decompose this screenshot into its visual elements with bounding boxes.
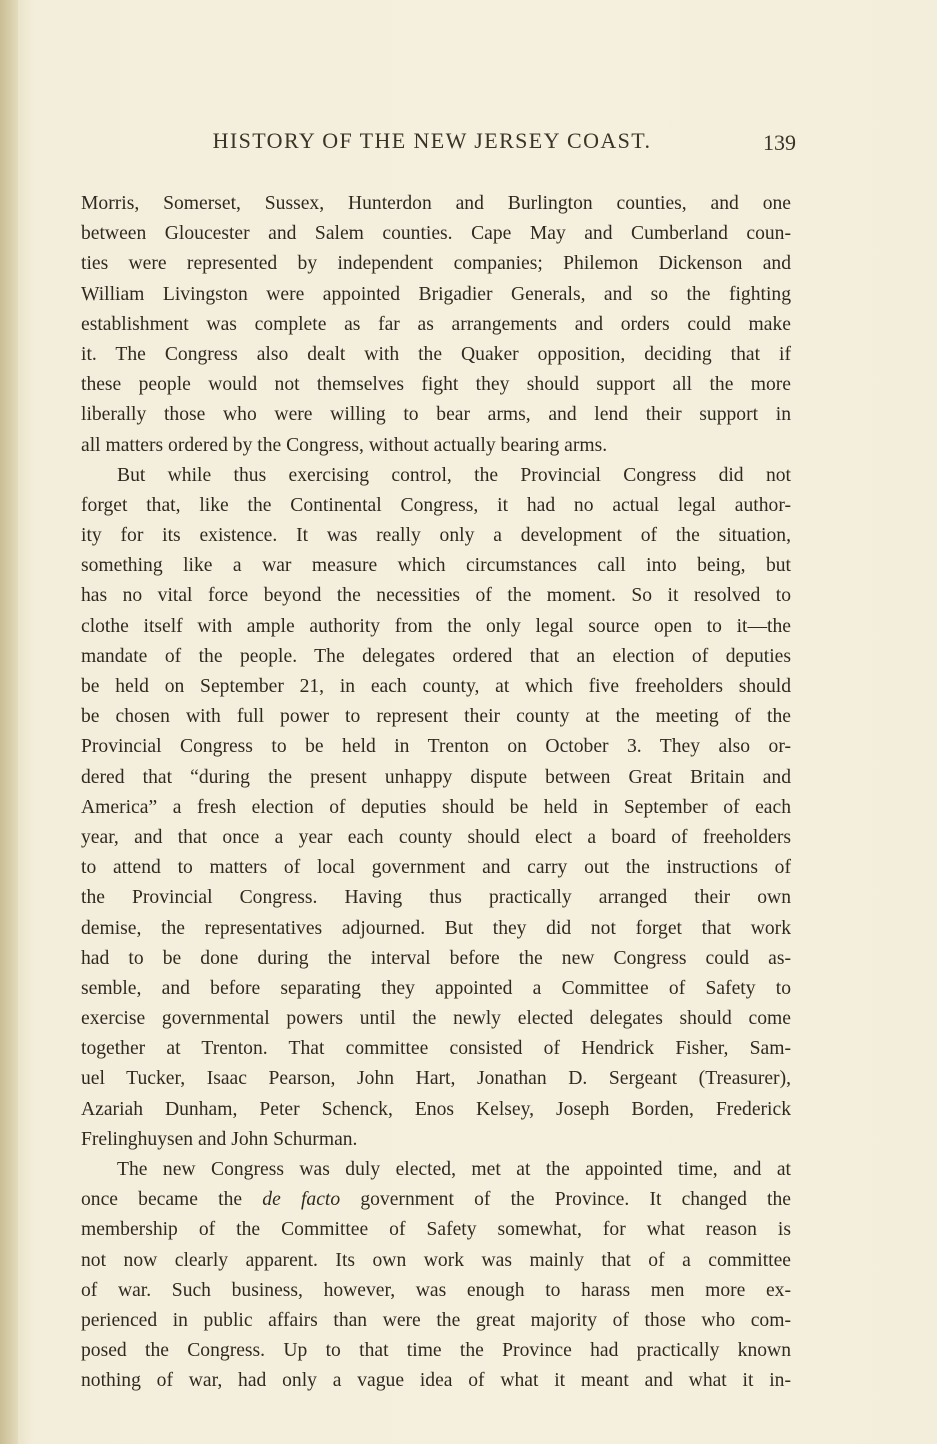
italic-phrase: de facto bbox=[262, 1189, 341, 1211]
text-line: to attend to matters of local government and carry out the instructions of bbox=[81, 857, 791, 879]
text-line: these people would not themselves fight they should support all the more bbox=[81, 374, 791, 396]
page-number: 139 bbox=[763, 130, 796, 155]
text-line: mandate of the people. The delegates ordered that an election of deputies bbox=[81, 645, 791, 667]
text-line: be chosen with full power to represent their county at the meeting of the bbox=[81, 706, 791, 728]
text-line: perienced in public affairs than were the great majority of those who com- bbox=[81, 1309, 791, 1331]
text-line: liberally those who were willing to bear arms, and lend their support in bbox=[81, 404, 791, 426]
text-line: demise, the representatives adjourned. But they did not forget that work bbox=[81, 917, 791, 939]
text-run: once became the bbox=[81, 1189, 263, 1211]
text-line: nothing of war, had only a vague idea of what it meant and what it in- bbox=[81, 1370, 791, 1392]
text-line: year, and that once a year each county should elect a board of freeholders bbox=[81, 826, 791, 848]
text-line: between Gloucester and Salem counties. Cape May and Cumberland coun- bbox=[81, 223, 791, 245]
text-line: the Provincial Congress. Having thus practically arranged their own bbox=[81, 887, 791, 909]
text-line: ity for its existence. It was really only a development of the situation, bbox=[81, 525, 791, 547]
text-line: Frelinghuysen and John Schurman. bbox=[81, 1128, 358, 1150]
text-line: dered that “during the present unhappy dispute between Great Britain and bbox=[81, 766, 791, 788]
text-run: government of the Province. It changed the bbox=[340, 1189, 791, 1211]
paragraph-first-line: The new Congress was duly elected, met at the appointed time, and at bbox=[117, 1159, 791, 1180]
text-line: exercise governmental powers until the newly elected delegates should come bbox=[81, 1008, 791, 1030]
text-line: establishment was complete as far as arrangements and orders could make bbox=[81, 313, 791, 335]
text-line: together at Trenton. That committee consisted of Hendrick Fisher, Sam- bbox=[81, 1038, 791, 1060]
text-line: not now clearly apparent. Its own work was mainly that of a committee bbox=[81, 1249, 791, 1271]
text-line: has no vital force beyond the necessities of the moment. So it resolved to bbox=[81, 585, 791, 607]
text-line: ties were represented by independent companies; Philemon Dickenson and bbox=[81, 253, 791, 275]
text-line: it. The Congress also dealt with the Quaker opposition, deciding that if bbox=[81, 343, 791, 365]
text-line: be held on September 21, in each county, at which five freeholders should bbox=[81, 676, 791, 697]
text-line: Provincial Congress to be held in Trenton on October 3. They also or- bbox=[81, 736, 791, 758]
text-line: William Livingston were appointed Brigadier Generals, and so the fighting bbox=[81, 283, 791, 305]
text-line: Morris, Somerset, Sussex, Hunterdon and Burlington counties, and one bbox=[81, 193, 791, 214]
paragraph-first-line: But while thus exercising control, the Provincial Congress did not bbox=[117, 464, 791, 486]
text-line: semble, and before separating they appointed a Committee of Safety to bbox=[81, 977, 791, 999]
text-line: clothe itself with ample authority from the only legal source open to it—the bbox=[81, 615, 791, 637]
text-line: something like a war measure which circumstances call into being, but bbox=[81, 555, 791, 577]
text-line: had to be done during the interval before the new Congress could as- bbox=[81, 947, 791, 969]
text-line: America” a fresh election of deputies should be held in September of each bbox=[81, 796, 791, 818]
text-line: forget that, like the Continental Congress, it had no actual legal author- bbox=[81, 494, 791, 516]
body-text bbox=[81, 189, 791, 1397]
text-line: uel Tucker, Isaac Pearson, John Hart, Jonathan D. Sergeant (Treasurer), bbox=[81, 1068, 791, 1090]
running-head-title: HISTORY OF THE NEW JERSEY COAST. bbox=[212, 128, 652, 153]
text-line: posed the Congress. Up to that time the Province had practically known bbox=[81, 1340, 791, 1362]
text-line-with-italic bbox=[81, 1185, 791, 1215]
text-line: all matters ordered by the Congress, without actually bearing arms. bbox=[81, 434, 608, 456]
text-line: membership of the Committee of Safety somewhat, for what reason is bbox=[81, 1219, 791, 1241]
page-gutter bbox=[0, 0, 18, 1444]
text-line: of war. Such business, however, was enough to harass men more ex- bbox=[81, 1279, 791, 1301]
text-line: Azariah Dunham, Peter Schenck, Enos Kelsey, Joseph Borden, Frederick bbox=[81, 1098, 791, 1120]
